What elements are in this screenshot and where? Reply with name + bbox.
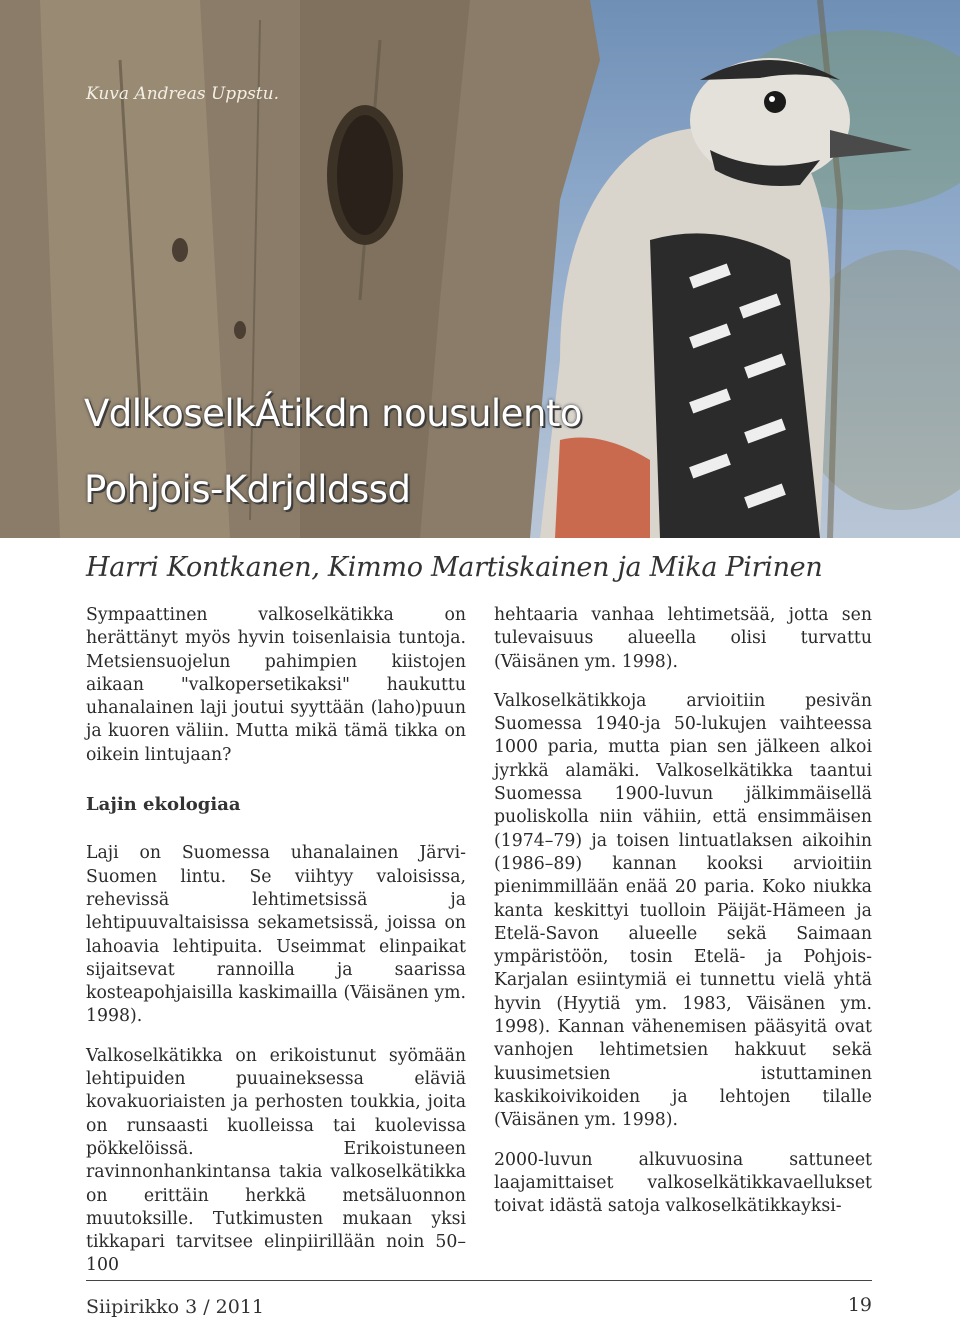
article-title-line-2: Pohjois-Kdrjdldssd xyxy=(84,468,411,511)
footer-divider xyxy=(86,1280,872,1281)
article-authors: Harri Kontkanen, Kimmo Martiskainen ja Mika Pirinen xyxy=(86,552,823,583)
woodpecker-photo-illustration xyxy=(0,0,960,538)
hero-photo xyxy=(0,0,960,538)
intro-paragraph: Sympaattinen valkoselkätikka on herättänyt myös hyvin toisenlaisia tuntoja. Metsiensuojelun pahimpien kiistojen aikaan "valkopersetikaksi" haukuttu uhanalainen laji joutui syyttään (laho)puun ja kuoren väliin. Mutta mikä tämä tikka on oikein lintujaan? xyxy=(86,605,466,765)
section-heading: Lajin ekologiaa xyxy=(86,794,241,816)
publication-name: Siipirikko 3 / 2011 xyxy=(86,1296,264,1318)
page-number: 19 xyxy=(847,1294,872,1316)
body-paragraph: Valkoselkätikkoja arvioitiin pesivän Suomessa 1940-ja 50-lukujen vaihteessa 1000 paria, mutta pian sen jälkeen alkoi jyrkkä alamäki. Valkoselkätikka taantui Suomessa 1900-luvun jälkimmäisellä puoliskolla niin vähiin, että ensimmäisen (1974–79) ja toisen lintuatlaksen aikoihin (1986–89) kannan kooksi arvioitiin pienimmillään enää 20 paria. Koko niukka kanta keskittyi tuolloin Päijät-Hämeen ja Etelä-Savon alueelle sekä Saimaan ympäristöön, tosin Etelä- ja Pohjois-Karjalan esiintymiä ei tunnettu vielä yhtä hyvin (Hyytiä ym. 1983, Väisänen ym. 1998). Kannan vähenemisen pääsyitä ovat vanhojen lehtimetsien hakkuut sekä kuusimetsien istuttaminen kaskikoivikoiden ja lehtojen tilalle (Väisänen ym. 1998). xyxy=(494,690,872,1131)
body-paragraph: hehtaaria vanhaa lehtimetsää, jotta sen tulevaisuus alueella olisi turvattu (Väisänen ym. 1998). xyxy=(494,605,872,672)
article-title-line-1: VdlkoselkÁtikdn nousulento xyxy=(84,392,583,435)
body-paragraph: 2000-luvun alkuvuosina sattuneet laajamittaiset valkoselkätikkavaellukset toivat idästä satoja valkoselkätikkayksi- xyxy=(494,1149,872,1217)
body-paragraph: Valkoselkätikka on erikoistunut syömään lehtipuiden puuaineksessa eläviä kovakuoriaisten ja perhosten toukkia, joita on runsaasti kuolleissa tai kuolevissa pökkelöissä. Erikoistuneen ravinnonhankintansa takia valkoselkätikka on erittäin herkkä metsäluonnon muutoksille. Tutkimusten mukaan yksi tikkapari tarvitsee elinpiirillään noin 50–100 xyxy=(86,1045,466,1276)
photo-credit: Kuva Andreas Uppstu. xyxy=(86,84,279,104)
left-column xyxy=(86,604,466,1294)
body-paragraph: Laji on Suomessa uhanalainen Järvi-Suomen lintu. Se viihtyy valoisissa, rehevissä lehtimetsissä ja lehtipuuvaltaisissa sekametsissä, joissa on lahoavia lehtipuita. Useimmat elinpaikat sijaitsevat rannoilla ja saarissa kosteapohjaisilla kaskimailla (Väisänen ym. 1998). xyxy=(86,843,466,1027)
right-column xyxy=(494,604,872,1234)
